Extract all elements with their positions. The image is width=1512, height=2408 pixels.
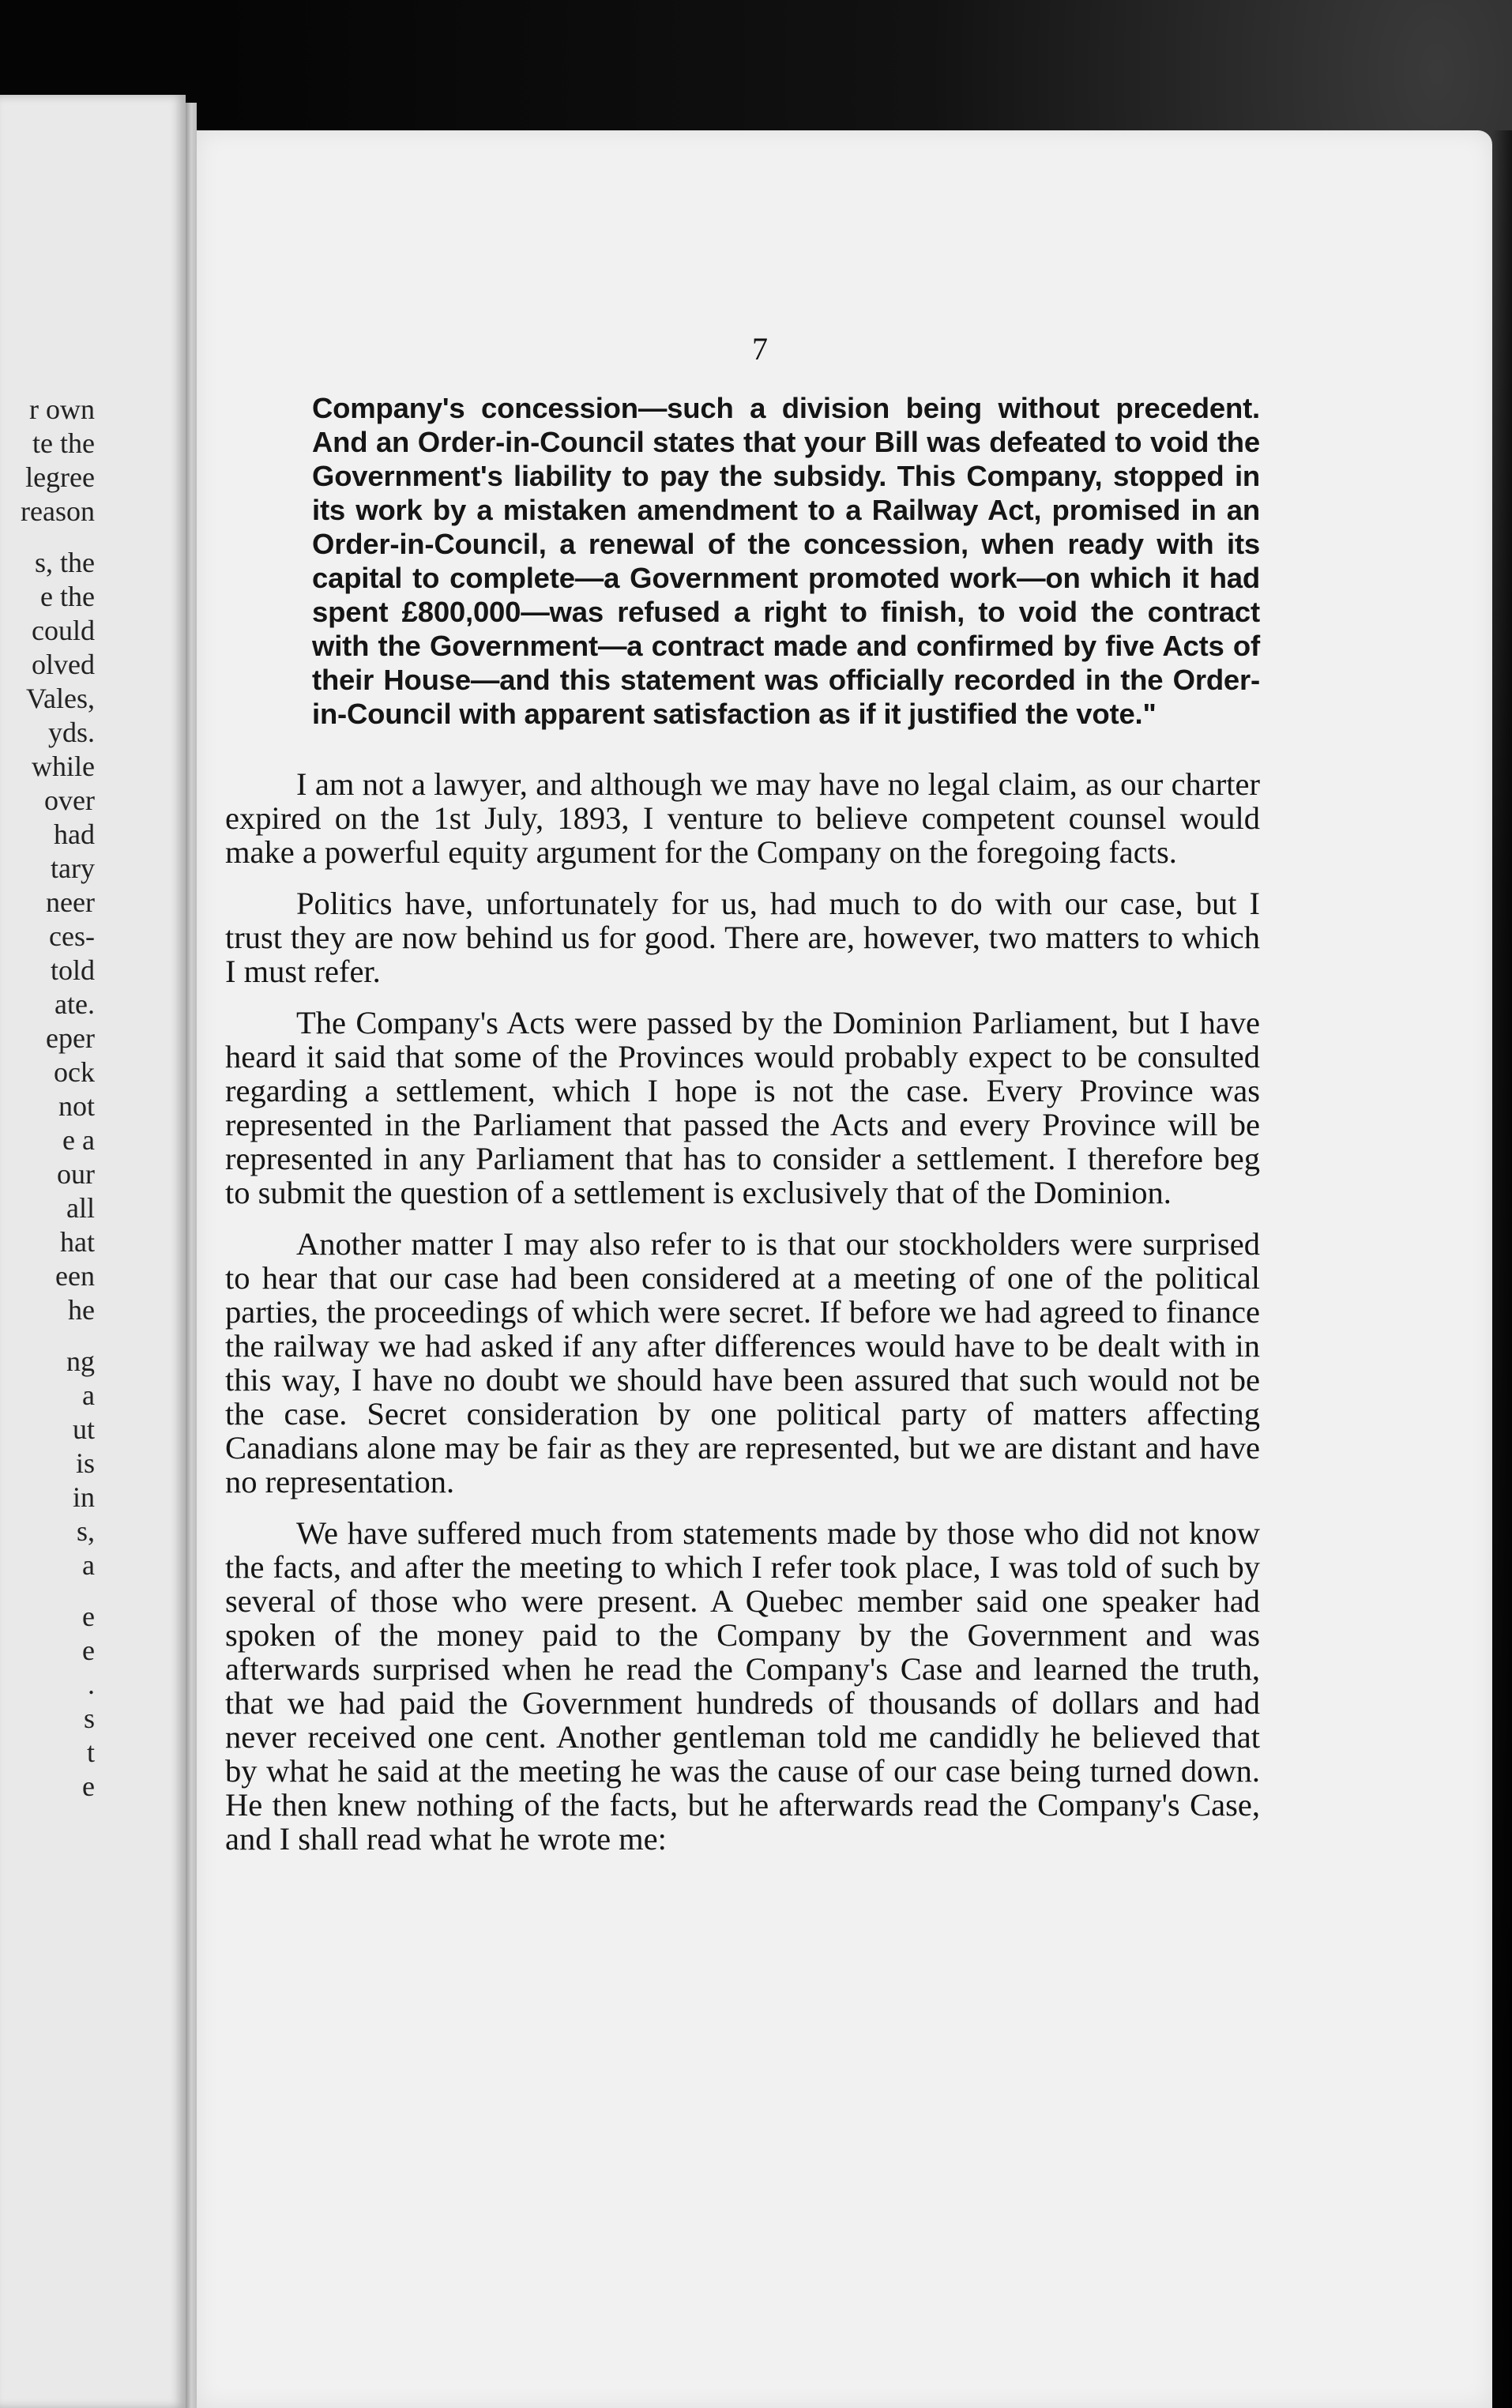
- previous-page-fragment: while: [32, 751, 95, 782]
- previous-page-fragment: he: [68, 1294, 95, 1326]
- previous-page-fragment: r own: [29, 393, 95, 425]
- page-edge-shadow: [1492, 130, 1512, 2408]
- previous-page-fragment: legree: [25, 461, 95, 493]
- previous-page-fragment: ces-: [49, 920, 95, 952]
- previous-page-fragment: olved: [32, 649, 95, 680]
- paragraph-statements: We have suffered much from statements made by those who did not know the facts, and after the meeting to which I refer took place, I was told of such by several of those who were present. A Quebec member said one speaker had spoken of the money paid to the Company by the Government and was afterwards surprised when he read the Company's Case and learned the truth, that we had paid the Government hundreds of thousands of dollars and had never received one cent. Another gentleman told me candidly he believed that by what he said at the meeting he was the cause of our case being turned down. He then knew nothing of the facts, but he afterwards read the Company's Case, and I shall read what he wrote me:: [225, 1515, 1260, 1857]
- previous-page-fragment: s, the: [35, 547, 95, 578]
- previous-page-fragment: s: [83, 1703, 95, 1734]
- previous-page-fragment: e the: [40, 581, 95, 612]
- previous-page-fragment: e a: [62, 1124, 95, 1156]
- previous-page-fragment: een: [55, 1260, 95, 1292]
- previous-page-fragment: not: [58, 1090, 95, 1122]
- previous-page-fragment: t: [86, 1736, 95, 1768]
- quoted-passage: Company's concession—such a division being without precedent. And an Order-in-Council states that your Bill was defeated to void the Government's liability to pay the subsidy. This Company, stopped in its work by a mistaken amendment to a Railway Act, promised in an Order-in-Council, a renewal of the concession, when ready with its capital to complete—a Government promoted work—on which it had spent £800,000—was refused a right to finish, to void the contract with the Government—a contract made and confirmed by five Acts of their House—and this statement was officially recorded in the Order-in-Council with apparent satisfaction as if it justified the vote.": [312, 392, 1260, 730]
- previous-page-fragment: eper: [46, 1022, 95, 1054]
- previous-page-fragment: told: [50, 954, 95, 986]
- previous-page-fragment: ng: [66, 1345, 95, 1377]
- previous-page-fragment: all: [66, 1192, 95, 1224]
- previous-page-fragment: a: [82, 1379, 95, 1411]
- previous-page-fragment: e: [82, 1601, 95, 1632]
- paragraph-dominion: The Company's Acts were passed by the Dominion Parliament, but I have heard it said that some of the Provinces would probably expect to be consulted regarding a settlement, which I hope is not the case. Every Province was represented in the Parliament that passed the Acts and every Province will be represented in any Parliament that has to consider a settlement. I therefore beg to submit the question of a settlement is exclusively that of the Dominion.: [225, 1005, 1260, 1210]
- previous-page-fragment: reason: [21, 495, 95, 527]
- previous-page-fragment: te the: [32, 427, 95, 459]
- previous-page-fragment: .: [88, 1669, 95, 1700]
- previous-page-fragment: a: [82, 1549, 95, 1581]
- paragraph-politics: Politics have, unfortunately for us, had much to do with our case, but I trust they are now behind us for good. There are, however, two matters to which I must refer.: [225, 886, 1260, 989]
- page-body: [225, 391, 1260, 1856]
- previous-page-fragment: had: [54, 818, 95, 850]
- previous-page-fragment: ock: [54, 1056, 95, 1088]
- previous-page-fragment: could: [32, 615, 95, 646]
- previous-page-fragment: in: [72, 1481, 95, 1513]
- previous-page-fragment: hat: [60, 1226, 95, 1258]
- previous-page-fragment: our: [57, 1158, 95, 1190]
- previous-page-fragment: ut: [72, 1413, 95, 1445]
- previous-page-fragment: tary: [51, 852, 95, 884]
- previous-page-fragment: over: [44, 784, 95, 816]
- book-gutter: [186, 103, 197, 2408]
- paragraph-lawyer: I am not a lawyer, and although we may have no legal claim, as our charter expired on the 1st July, 1893, I venture to believe competent counsel would make a powerful equity argument for the Company on the foregoing facts.: [225, 766, 1260, 870]
- previous-page-fragment: neer: [46, 886, 95, 918]
- page-number: 7: [752, 331, 768, 367]
- previous-page-fragment: e: [82, 1635, 95, 1666]
- previous-page-fragment: is: [75, 1447, 95, 1479]
- paragraph-secret-meeting: Another matter I may also refer to is that our stockholders were surprised to hear that our case had been considered at a meeting of one of the political parties, the proceedings of which were secret. If before we had agreed to finance the railway we had asked if any after differences would have to be dealt with in this way, I have no doubt we should have been assured that such would not be the case. Secret consideration by one political party of matters affecting Canadians alone may be fair as they are represented, but we are distant and have no representation.: [225, 1226, 1260, 1499]
- previous-page-fragment: ate.: [55, 988, 95, 1020]
- previous-page-fragment: e: [82, 1770, 95, 1802]
- previous-page-fragment: s,: [76, 1515, 95, 1547]
- previous-page-fragment: Vales,: [26, 683, 95, 714]
- previous-page-edge: [0, 95, 186, 2408]
- previous-page-fragment: yds.: [47, 717, 95, 748]
